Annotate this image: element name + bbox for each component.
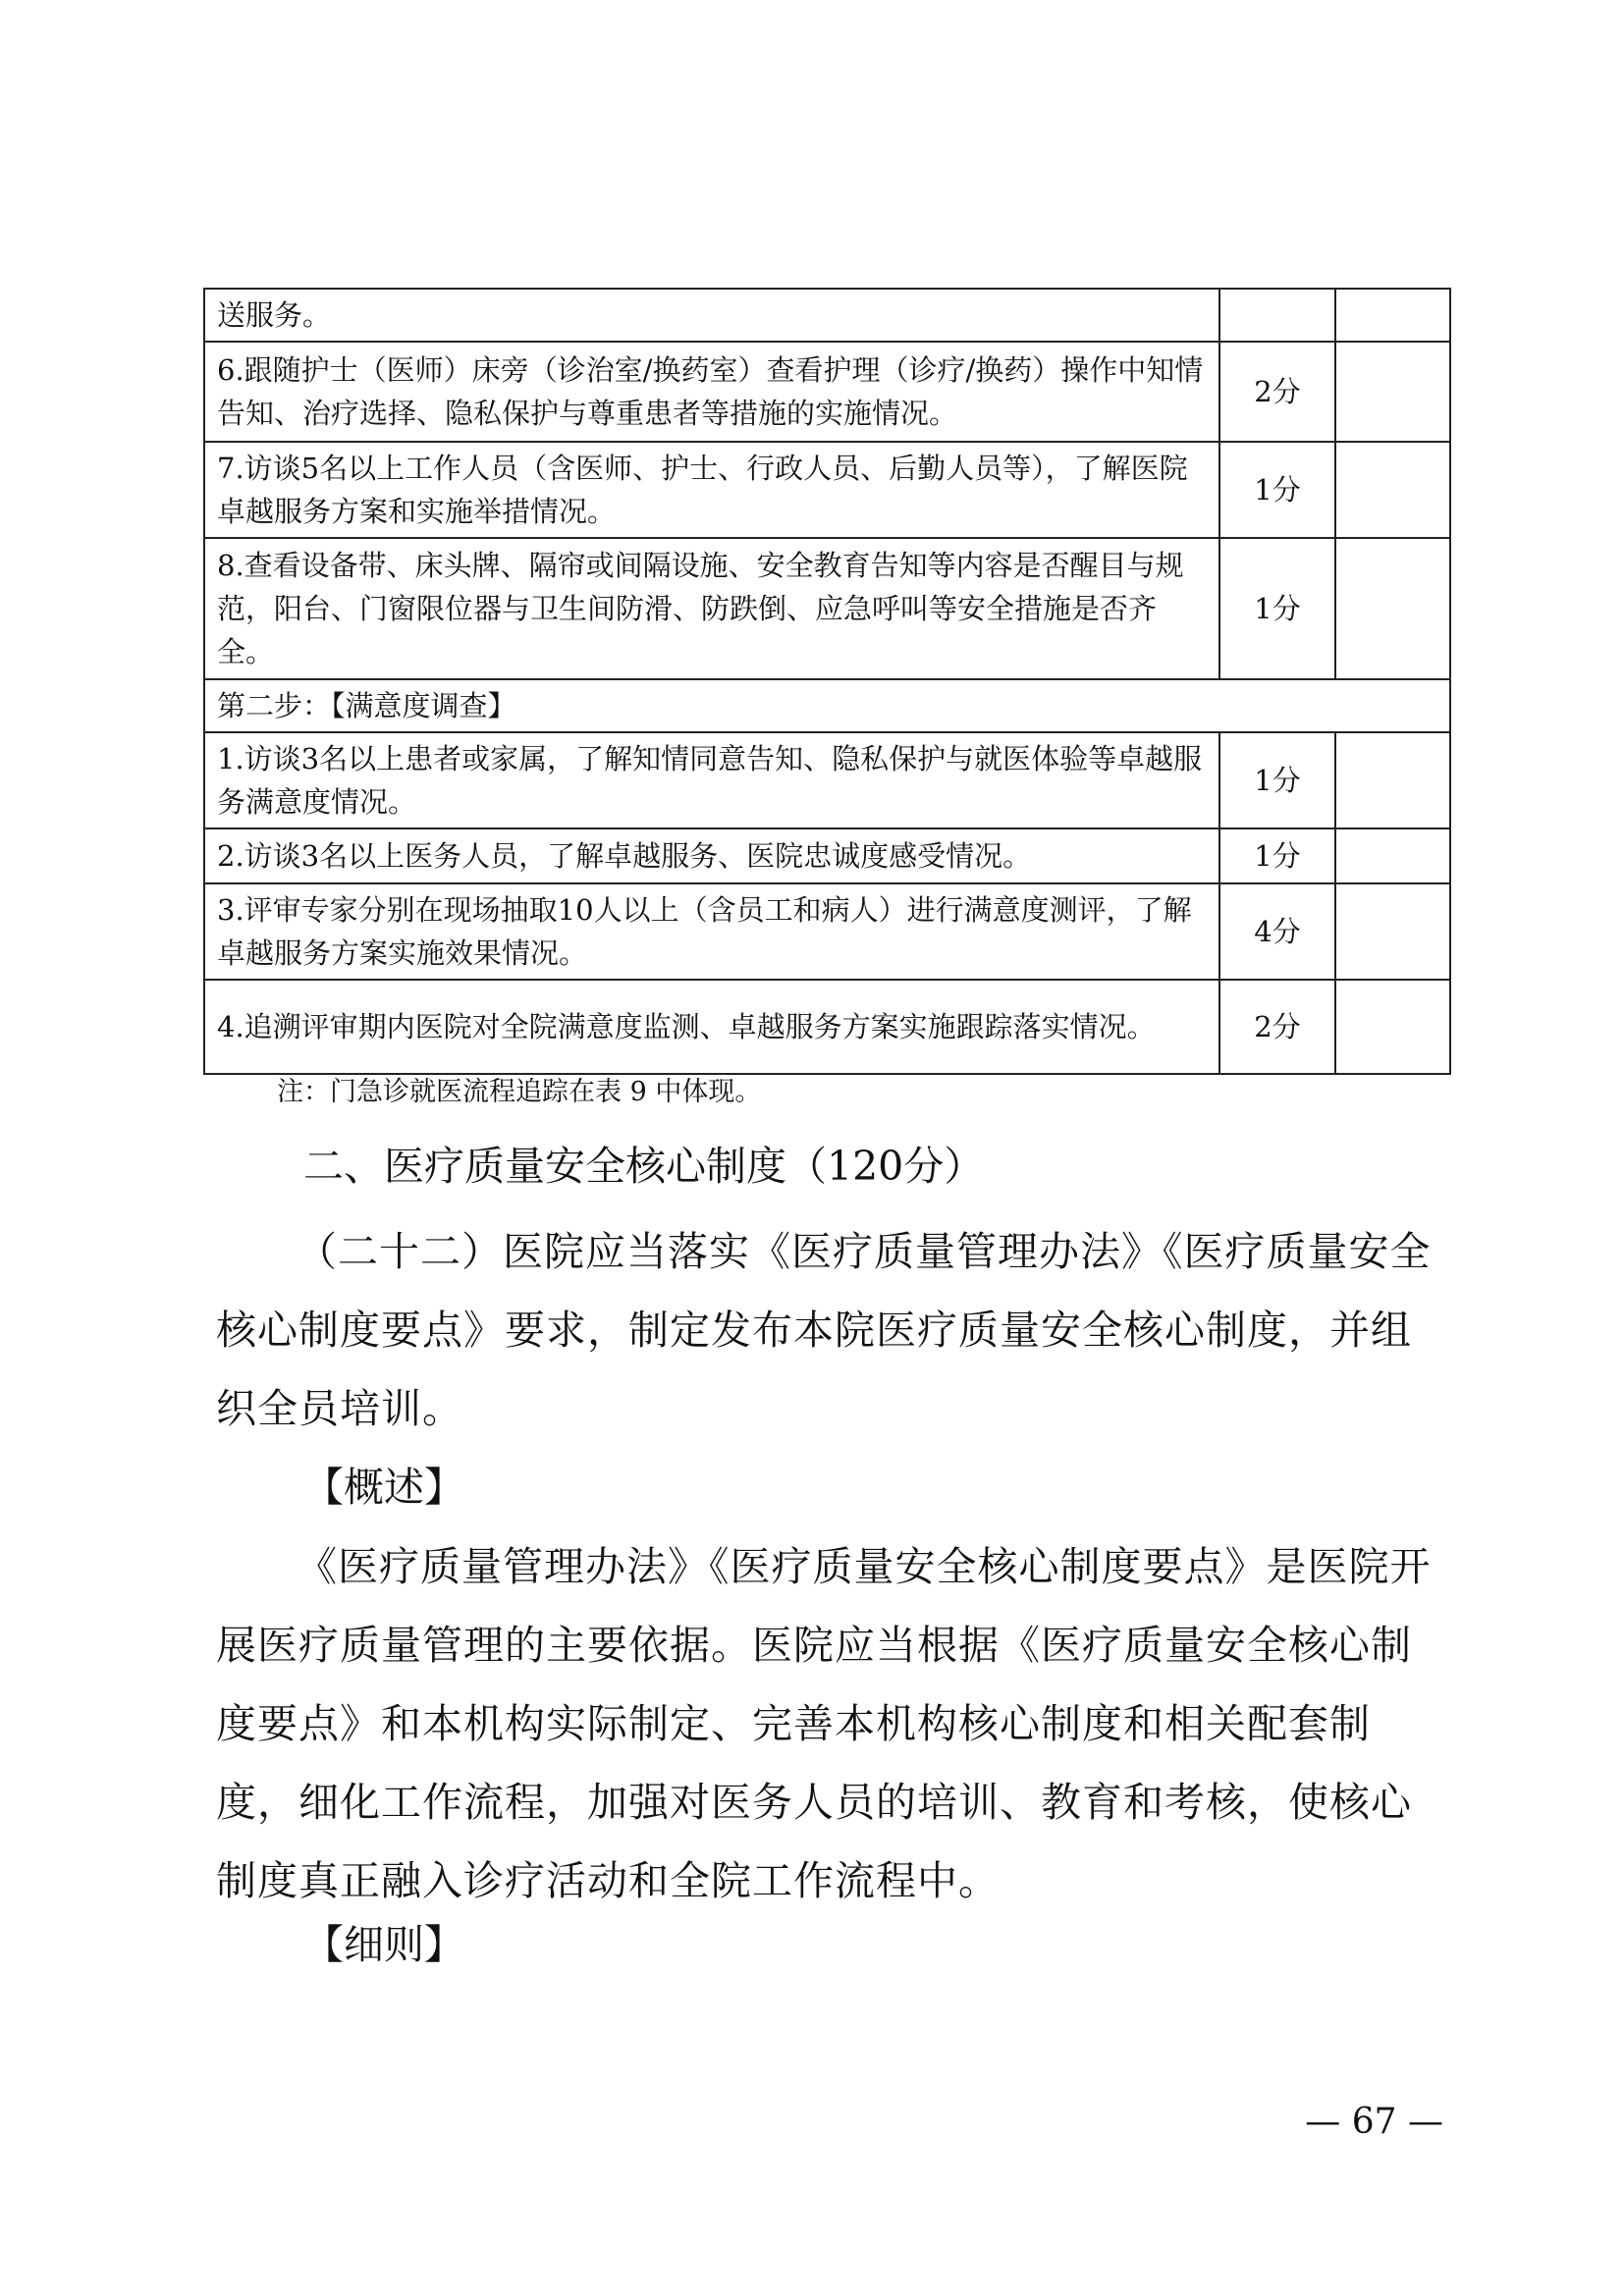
item-description: 2.访谈3名以上医务人员，了解卓越服务、医院忠诚度感受情况。 <box>204 828 1219 883</box>
table-row <box>204 828 1450 883</box>
item-score: 1分 <box>1219 732 1335 828</box>
page-number: — 67 — <box>1305 2102 1443 2142</box>
item-score: 1分 <box>1219 538 1335 679</box>
table-row <box>204 883 1450 980</box>
overview-paragraph: 《医疗质量管理办法》《医疗质量安全核心制度要点》是医院开展医疗质量管理的主要依据。医院应当根据《医疗质量安全核心制度要点》和本机构实际制定、完善本机构核心制度和相关配套制度，细化工作流程，加强对医务人员的培训、教育和考核，使核心制度真正融入诊疗活动和全院工作流程中。 <box>216 1543 1432 1904</box>
item-score: 1分 <box>1219 828 1335 883</box>
table-row <box>204 980 1450 1074</box>
table-note: 注：门急诊就医流程追踪在表 9 中体现。 <box>277 1077 762 1107</box>
section-heading: 二、医疗质量安全核心制度（120分） <box>303 1143 985 1190</box>
item-score: 4分 <box>1219 883 1335 980</box>
blank-cell <box>1335 538 1450 679</box>
blank-cell <box>1335 828 1450 883</box>
table-row <box>204 538 1450 679</box>
clause-paragraph: （二十二）医院应当落实《医疗质量管理办法》《医疗质量安全核心制度要点》要求，制定发布本院医疗质量安全核心制度，并组织全员培训。 <box>216 1228 1432 1432</box>
table-row <box>204 679 1450 732</box>
details-heading: 【细则】 <box>303 1921 464 1968</box>
blank-cell <box>1335 442 1450 538</box>
step-heading: 第二步：【满意度调查】 <box>204 679 1450 732</box>
item-description: 6.跟随护士（医师）床旁（诊治室/换药室）查看护理（诊疗/换药）操作中知情告知、治疗选择、隐私保护与尊重患者等措施的实施情况。 <box>204 342 1219 442</box>
blank-cell <box>1335 732 1450 828</box>
item-description: 4.追溯评审期内医院对全院满意度监测、卓越服务方案实施跟踪落实情况。 <box>204 980 1219 1074</box>
blank-cell <box>1335 980 1450 1074</box>
blank-cell <box>1335 883 1450 980</box>
item-description: 3.评审专家分别在现场抽取10人以上（含员工和病人）进行满意度测评，了解卓越服务方案实施效果情况。 <box>204 883 1219 980</box>
item-score: 1分 <box>1219 442 1335 538</box>
item-description: 8.查看设备带、床头牌、隔帘或间隔设施、安全教育告知等内容是否醒目与规范，阳台、门窗限位器与卫生间防滑、防跌倒、应急呼叫等安全措施是否齐全。 <box>204 538 1219 679</box>
table-row <box>204 732 1450 828</box>
item-score: 2分 <box>1219 980 1335 1074</box>
item-description: 1.访谈3名以上患者或家属，了解知情同意告知、隐私保护与就医体验等卓越服务满意度情况。 <box>204 732 1219 828</box>
table-row <box>204 442 1450 538</box>
table-row <box>204 289 1450 342</box>
table-row <box>204 342 1450 442</box>
item-score <box>1219 289 1335 342</box>
scoring-table <box>203 288 1451 1075</box>
item-description: 7.访谈5名以上工作人员（含医师、护士、行政人员、后勤人员等），了解医院卓越服务方案和实施举措情况。 <box>204 442 1219 538</box>
item-score: 2分 <box>1219 342 1335 442</box>
overview-heading: 【概述】 <box>303 1464 464 1511</box>
blank-cell <box>1335 342 1450 442</box>
item-description: 送服务。 <box>204 289 1219 342</box>
blank-cell <box>1335 289 1450 342</box>
